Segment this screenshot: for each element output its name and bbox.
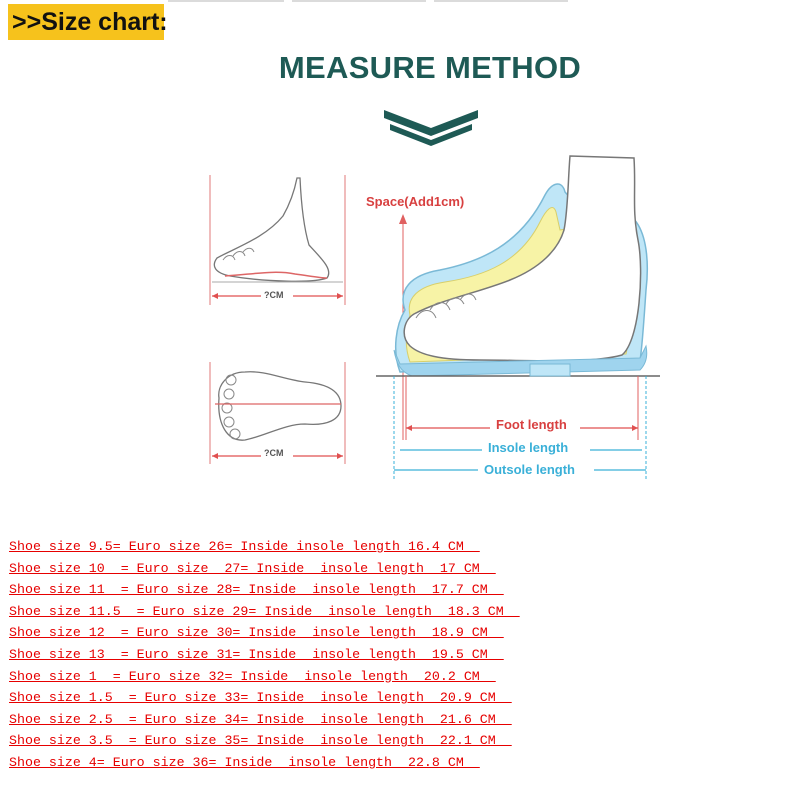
size-row: Shoe size 1 = Euro size 32= Inside insole length 20.2 CM bbox=[9, 668, 496, 684]
foot-length-label: Foot length bbox=[496, 417, 567, 432]
size-row: Shoe size 2.5 = Euro size 34= Inside insole length 21.6 CM bbox=[9, 711, 512, 727]
page-title: MEASURE METHOD bbox=[278, 50, 582, 85]
space-label: Space(Add1cm) bbox=[366, 194, 465, 209]
size-row: Shoe size 3.5 = Euro size 35= Inside insole length 22.1 CM bbox=[9, 733, 512, 749]
size-conversion-list bbox=[9, 536, 520, 774]
chevron-down-icon bbox=[384, 110, 478, 150]
foot-side-view-illustration bbox=[205, 170, 350, 310]
size-row: Shoe size 9.5= Euro size 26= Inside insole length 16.4 CM bbox=[9, 539, 480, 554]
foot-side-length-label: ?CM bbox=[264, 290, 284, 300]
size-chart-badge: >>Size chart: bbox=[8, 4, 164, 40]
size-row: Shoe size 11.5 = Euro size 29= Inside insole length 18.3 CM bbox=[9, 603, 520, 619]
size-row: Shoe size 10 = Euro size 27= Inside insole length 17 CM bbox=[9, 560, 496, 576]
size-row: Shoe size 12 = Euro size 30= Inside insole length 18.9 CM bbox=[9, 625, 504, 641]
size-row: Shoe size 13 = Euro size 31= Inside insole length 19.5 CM bbox=[9, 646, 504, 662]
insole-length-label: Insole length bbox=[488, 440, 569, 455]
size-row: Shoe size 1.5 = Euro size 33= Inside insole length 20.9 CM bbox=[9, 690, 512, 706]
size-row: Shoe size 4= Euro size 36= Inside insole length 22.8 CM bbox=[9, 754, 480, 770]
top-divider-lines bbox=[168, 0, 568, 4]
foot-sole-length-label: ?CM bbox=[264, 448, 284, 458]
outsole-length-label: Outsole length bbox=[484, 462, 575, 477]
size-row: Shoe size 11 = Euro size 28= Inside insole length 17.7 CM bbox=[9, 582, 504, 598]
